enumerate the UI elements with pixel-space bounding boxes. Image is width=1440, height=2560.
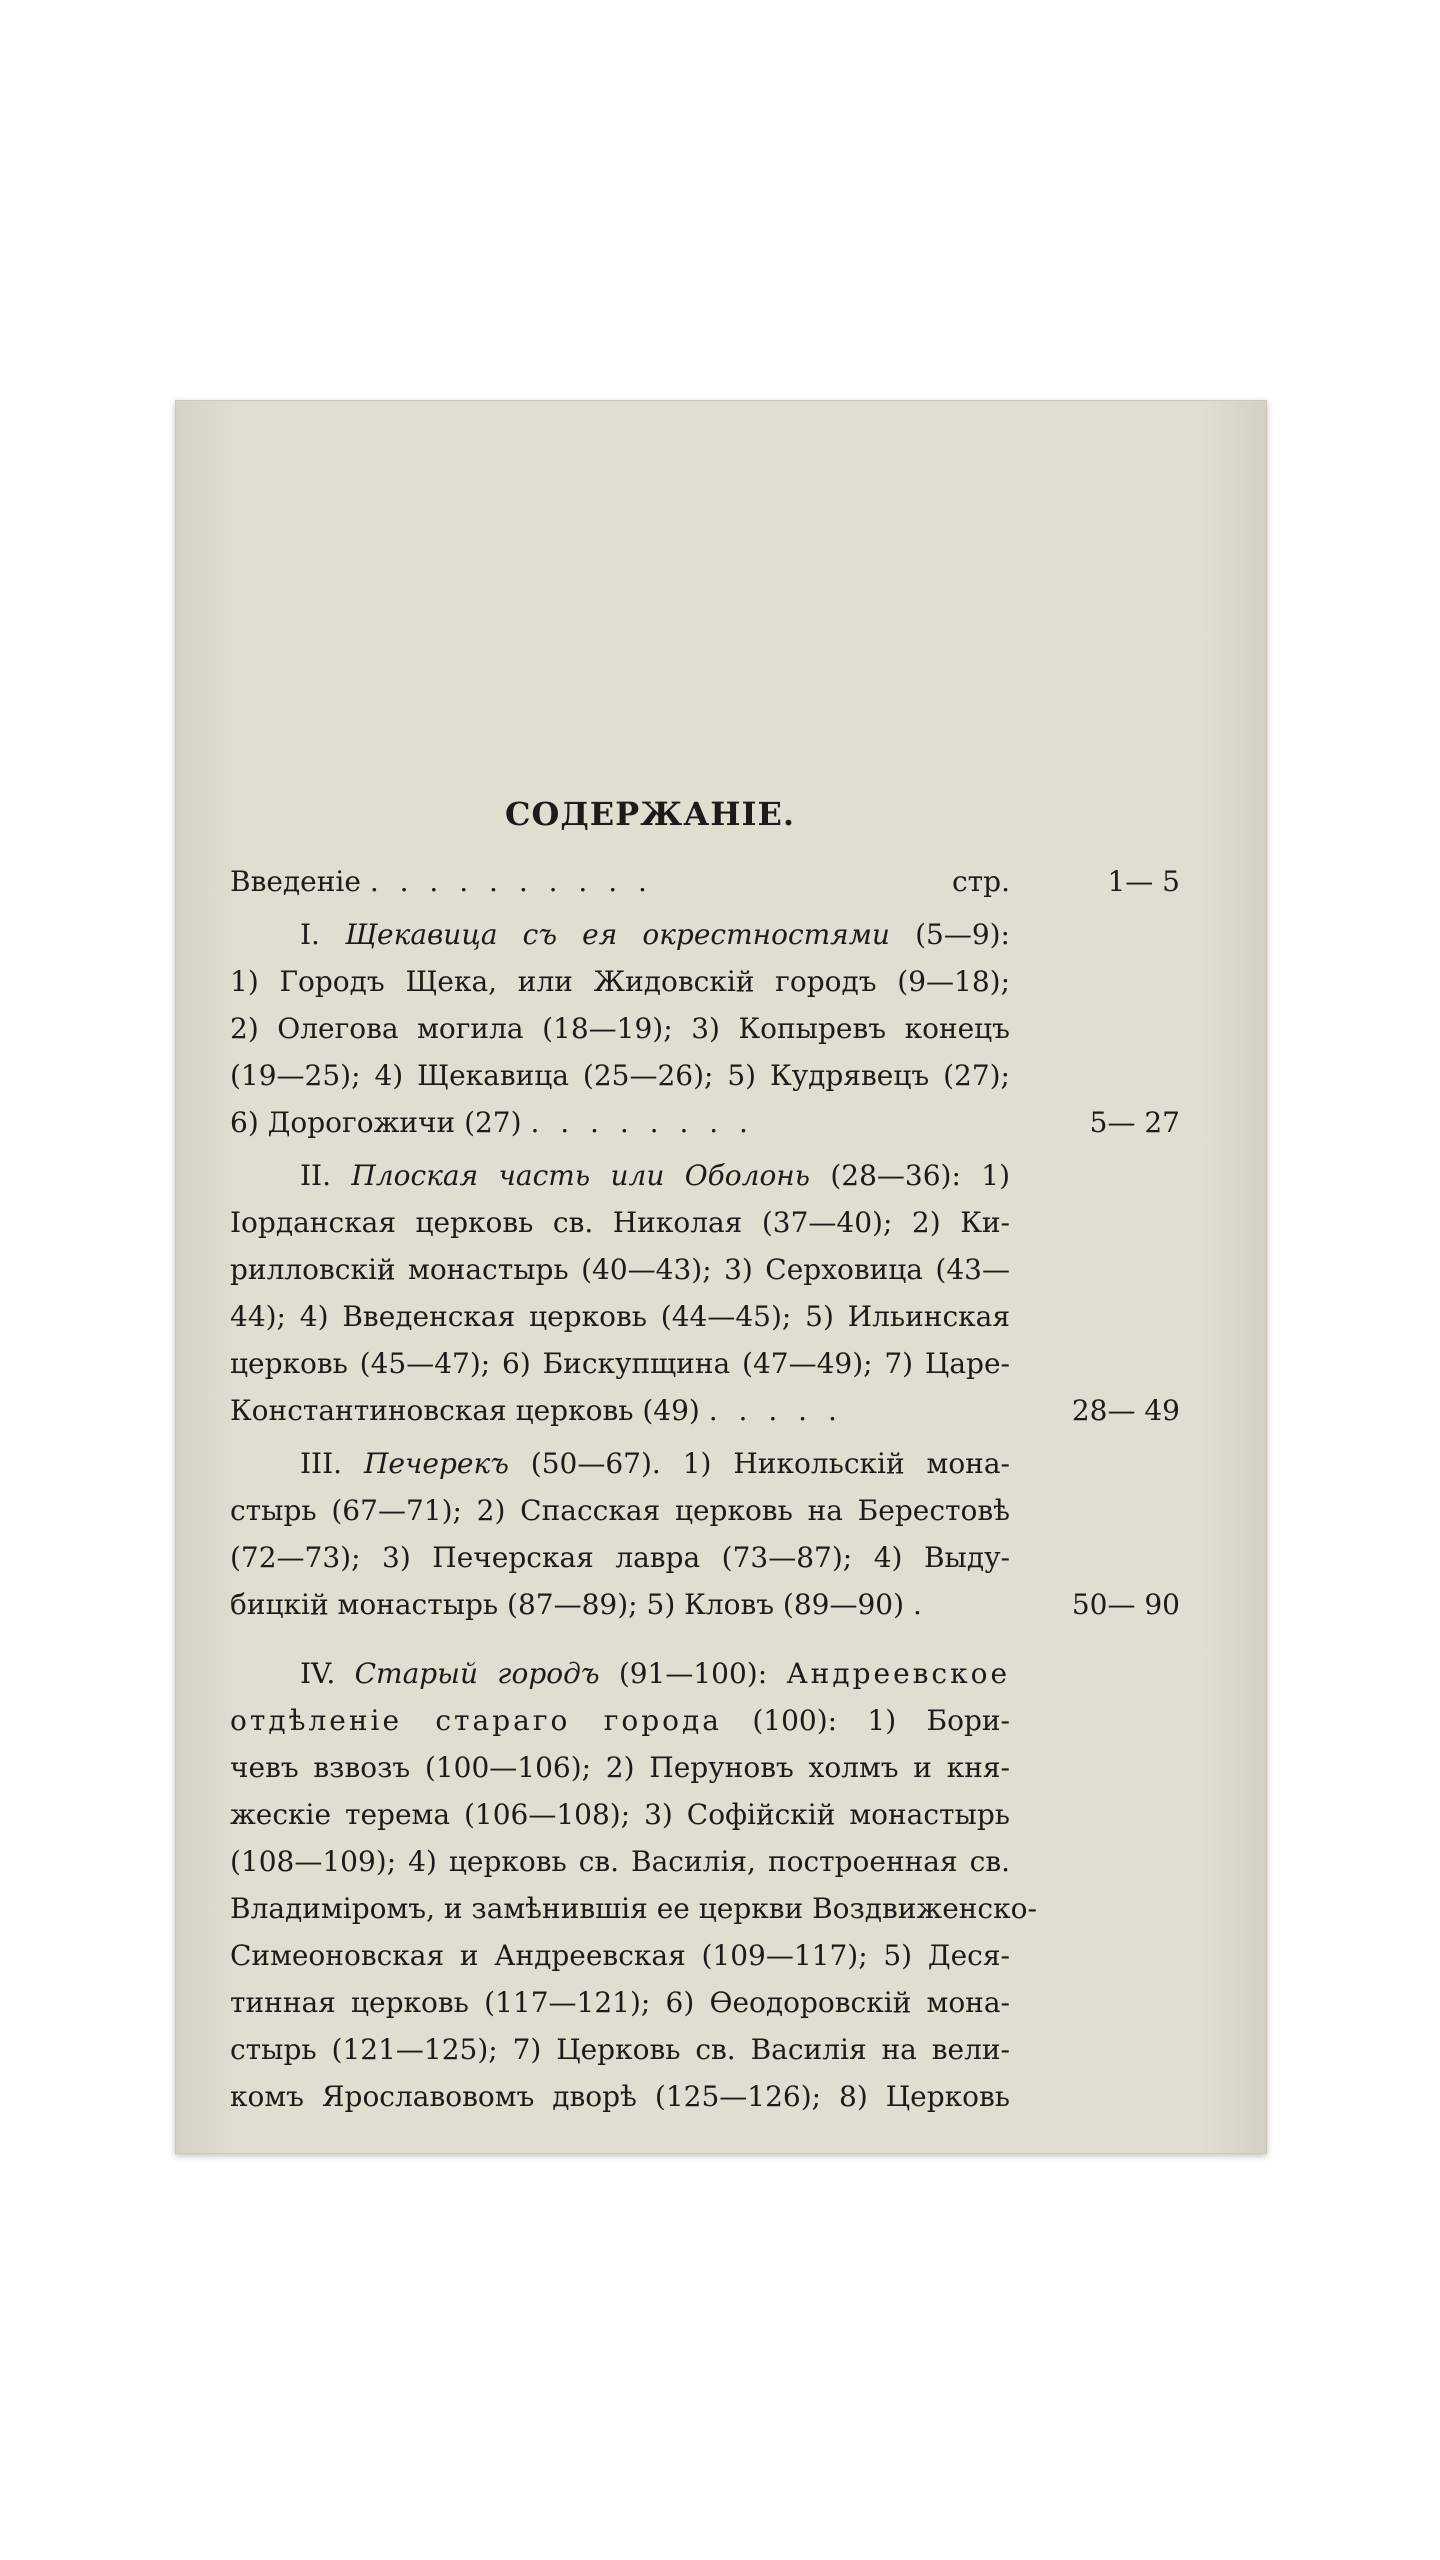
section-number: IV. (300, 1657, 336, 1690)
text-line: Владиміромъ, и замѣнившія ее церкви Воздвиженско- (230, 1892, 1037, 1925)
text-line: церковь (45—47); 6) Бискупщина (47—49); 7) Царе- (230, 1347, 1010, 1380)
spaced-text: Андреевское (786, 1657, 1011, 1690)
leader-dots: . . . . . . . . (530, 1106, 754, 1139)
text-line: 6) Дорогожичи (27) (230, 1106, 522, 1139)
text-line: рилловскій монастырь (40—43); 3) Серховица (43— (230, 1253, 1010, 1286)
leader-dots: . (912, 1588, 928, 1621)
section-number: III. (300, 1447, 343, 1480)
section-title: Плоская часть или Оболонь (351, 1159, 810, 1192)
text-line: Симеоновская и Андреевская (109—117); 5) Деся- (230, 1939, 1010, 1972)
spaced-text: отдѣленіе стараго города (230, 1704, 722, 1737)
toc-entry-section-2 (230, 1152, 1180, 1434)
text-line: 2) Олегова могила (18—19); 3) Копыревъ конецъ (230, 1012, 1010, 1045)
text-line: жескіе терема (106—108); 3) Софійскій монастырь (230, 1798, 1010, 1831)
page-range: 28— 49 (1071, 1394, 1180, 1427)
toc-entry-section-1 (230, 911, 1180, 1146)
page-range: 1— 5 (1107, 865, 1180, 898)
text-line: (108—109); 4) церковь св. Василія, построенная св. (230, 1845, 1010, 1878)
section-number: II. (300, 1159, 332, 1192)
section-title: Старый городъ (354, 1657, 600, 1690)
section-number: I. (300, 918, 320, 951)
text-line: комъ Ярославовомъ дворѣ (125—126); 8) Церковь (230, 2080, 1010, 2113)
text-line: (28—36): 1) (830, 1159, 1011, 1192)
text-line: 1) Городъ Щека, или Жидовскій городъ (9—18); (230, 965, 1010, 998)
text-line: (19—25); 4) Щекавица (25—26); 5) Кудрявецъ (27); (230, 1059, 1010, 1092)
toc-entry-section-4 (230, 1650, 1150, 2120)
text-line: стырь (67—71); 2) Спасская церковь на Берестовѣ (230, 1494, 1010, 1527)
leader-dots: . . . . . (708, 1394, 843, 1427)
page-title: СОДЕРЖАНІЕ. (504, 795, 796, 833)
text-line: (72—73); 3) Печерская лавра (73—87); 4) Выду- (230, 1541, 1010, 1574)
text-line: (5—9): (915, 918, 1010, 951)
section-title: Щекавица съ ея окрестностями (345, 918, 890, 951)
text-line: стырь (121—125); 7) Церковь св. Василія на вели- (230, 2033, 1010, 2066)
text-line: чевъ взвозъ (100—106); 2) Перуновъ холмъ и кня- (230, 1751, 1010, 1784)
section-title: Печерекъ (364, 1447, 509, 1480)
leader-dots: . . . . . . . . . . (369, 865, 653, 898)
intro-label: Введеніе (230, 865, 361, 898)
text-line: (100): 1) Бори- (752, 1704, 1010, 1737)
book-page (175, 400, 1267, 2154)
page-abbrev: стр. (952, 865, 1010, 898)
text-line: 44); 4) Введенская церковь (44—45); 5) Ильинская (230, 1300, 1010, 1333)
toc-entry-section-3 (230, 1440, 1180, 1628)
text-line: тинная церковь (117—121); 6) Ѳеодоровскій мона- (230, 1986, 1010, 2019)
text-line: Константиновская церковь (49) (230, 1394, 700, 1427)
toc-entry-intro (230, 858, 1180, 905)
text-line: (91—100): (618, 1657, 768, 1690)
text-line: бицкій монастырь (87—89); 5) Кловъ (89—90) (230, 1588, 905, 1621)
text-line: Іорданская церковь св. Николая (37—40); 2) Ки- (230, 1206, 1010, 1239)
page-range: 50— 90 (1071, 1588, 1180, 1621)
text-line: (50—67). 1) Никольскій мона- (530, 1447, 1011, 1480)
page-range: 5— 27 (1089, 1106, 1180, 1139)
table-of-contents (230, 791, 1180, 2120)
